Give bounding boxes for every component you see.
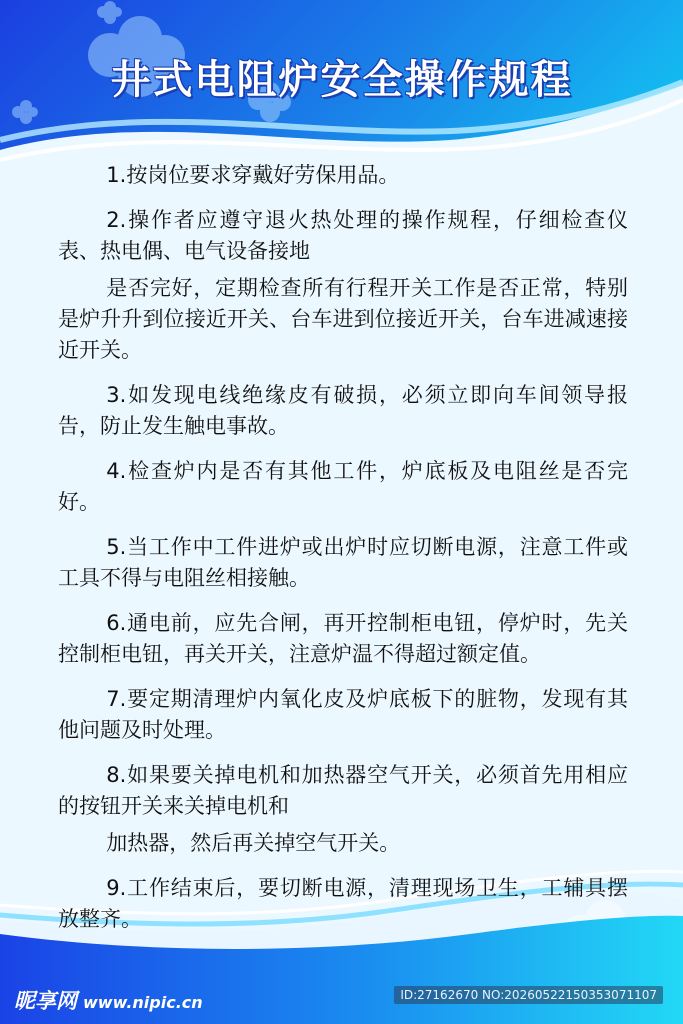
rules-body [58,160,628,949]
rule-item: 9.工作结束后，要切断电源，清理现场卫生，工辅具摆放整齐。 [58,876,628,931]
watermark-logo [14,985,203,1015]
rule-item: 7.要定期清理炉内氧化皮及炉底板下的脏物，发现有其他问题及时处理。 [58,687,628,742]
rule-item: 2.操作者应遵守退火热处理的操作规程，仔细检查仪表、热电偶、电气设备接地 [58,208,628,263]
watermark-url: www.nipic.cn [83,993,203,1012]
rule-item-continued: 加热器，然后再关掉空气开关。 [106,831,401,855]
rule-item: 1.按岗位要求穿戴好劳保用品。 [106,163,400,187]
rule-item: 6.通电前，应先合闸，再开控制柜电钮，停炉时，先关控制柜电钮，再关开关，注意炉温不得超过额定值。 [58,611,628,666]
rule-item: 3.如发现电线绝缘皮有破损，必须立即向车间领导报告，防止发生触电事故。 [58,383,628,438]
rule-item: 4.检查炉内是否有其他工件，炉底板及电阻丝是否完好。 [58,459,628,514]
rule-item: 5.当工作中工件进炉或出炉时应切断电源，注意工件或工具不得与电阻丝相接触。 [58,535,628,590]
watermark-logo-text: 昵享网 [14,989,77,1013]
rule-item: 8.如果要关掉电机和加热器空气开关，必须首先用相应的按钮开关来关掉电机和 [58,763,628,818]
page-title: 井式电阻炉安全操作规程 [110,57,573,103]
watermark-id: ID:27162670 NO:20260522150353071107 [394,986,663,1004]
rule-item-continued: 是否完好，定期检查所有行程开关工作是否正常，特别是炉升升到位接近开关、台车进到位接近开关，台车进减速接近开关。 [58,276,628,362]
